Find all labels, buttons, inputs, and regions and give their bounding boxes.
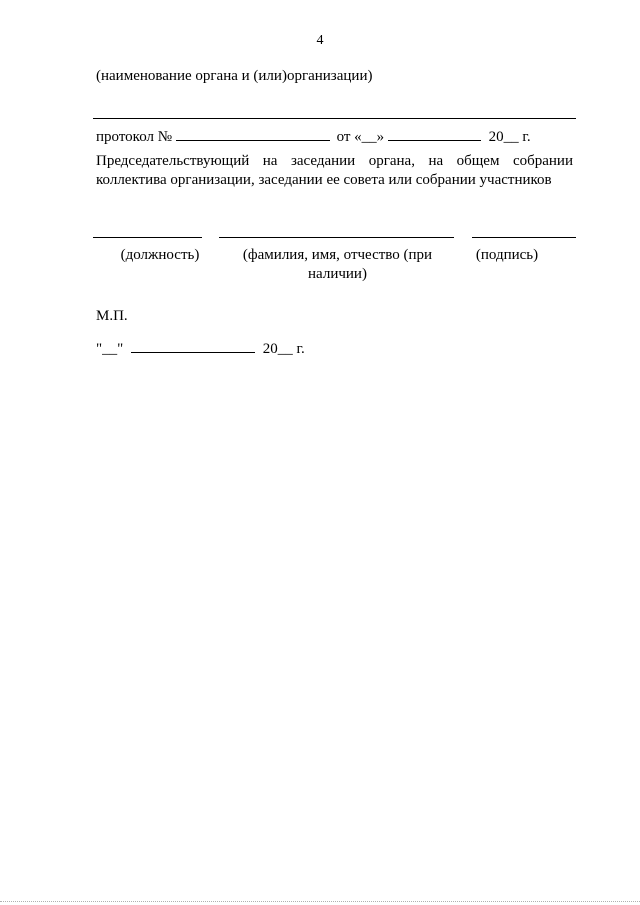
protocol-label: протокол № — [96, 129, 173, 145]
protocol-month-blank — [388, 126, 481, 141]
chairperson-description: Председательствующий на заседании органа, на общем собрании коллектива организации, заседании ее совета или собрании участников — [96, 153, 573, 188]
protocol-number-blank — [176, 126, 330, 141]
signature-caption: (подпись) — [475, 247, 539, 263]
stamp-placeholder: М.П. — [96, 308, 128, 324]
page-number: 4 — [316, 33, 324, 48]
full-name-signature-line — [219, 237, 454, 238]
date-month-blank — [131, 338, 255, 353]
page-bottom-edge — [0, 901, 640, 902]
position-signature-line — [93, 237, 202, 238]
date-day-quote: "__" — [96, 341, 124, 357]
organization-name-caption: (наименование органа и (или)организации) — [96, 68, 373, 84]
protocol-from-label: от «__» — [336, 129, 385, 145]
position-caption: (должность) — [120, 247, 200, 263]
date-year-label: 20__ г. — [262, 341, 305, 357]
signature-line — [472, 237, 576, 238]
protocol-line — [96, 126, 576, 146]
organization-name-underline — [93, 118, 576, 119]
date-line — [96, 338, 305, 358]
full-name-caption: (фамилия, имя, отчество (при наличии) — [242, 247, 433, 282]
protocol-year-label: 20__ г. — [488, 129, 531, 145]
